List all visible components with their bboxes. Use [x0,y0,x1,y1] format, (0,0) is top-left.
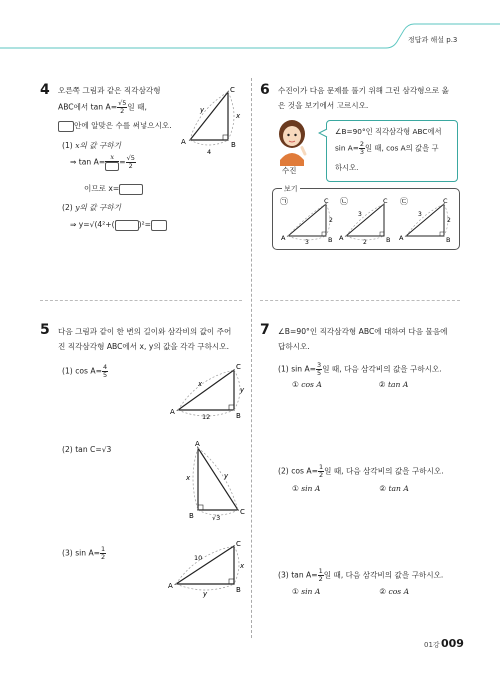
q6-line1: 수진이가 다음 문제를 풀기 위해 그린 삼각형으로 옳 [278,86,449,95]
side-y: y [200,106,205,114]
q5-part2: (2) tan C=√3 [62,445,112,454]
question-number-7: 7 [260,322,270,338]
side-value: √3 [212,514,221,522]
q4-tan-fraction: $\frac{√5}{2}$ [118,99,127,115]
q5-triangle-3 [166,540,250,600]
vertex-b: B [446,236,451,244]
vertex-a: A [168,582,173,590]
q5-line1: 다음 그림과 같이 한 변의 길이와 삼각비의 값이 주어 [58,327,232,336]
q7-line2: 답하시오. [278,342,310,351]
side-x: x [186,474,191,482]
question-number-4: 4 [40,82,50,98]
speech-bubble [326,120,458,182]
side-value: 2 [363,239,367,246]
vertex-c: C [236,540,241,548]
chapter-label: 01강 [424,641,440,649]
vertex-b: B [386,236,391,244]
q7-part2-subs: ① sin A ② tan A [292,484,409,493]
question-number-6: 6 [260,82,270,98]
vertex-b: B [231,141,236,149]
side-value: 2 [329,217,333,224]
side-value: 12 [202,413,211,421]
q7-part1-subs: ① cos A ② tan A [292,380,409,389]
side-base: 4 [207,148,212,156]
vertex-a: A [170,408,175,416]
bogi-triangle-1 [276,196,336,246]
row-divider-left [40,300,242,301]
vertex-c: C [324,197,329,205]
q4-part1-then: 이므로 x= [84,183,143,195]
answer-box[interactable] [151,220,167,231]
header-decoration [0,0,500,60]
q7-part2: (2) cos A= $\frac{1}{2}$ 일 때, 다음 삼각비의 값을 구하시오. [278,463,444,479]
q5-triangle-1 [168,360,252,426]
answer-box[interactable] [105,162,119,171]
q4-line3: 안에 알맞은 수를 써넣으시오. [58,119,172,132]
vertex-c: C [383,197,388,205]
bubble-tail [318,128,328,138]
side-y: y [224,472,229,480]
side-y: y [240,386,245,394]
q5-part3: (3) sin A= $\frac{1}{2}$ [62,545,106,561]
q7-part1: (1) sin A= $\frac{3}{5}$ 일 때, 다음 삼각비의 값을 구하시오. [278,361,442,377]
vertex-c: C [443,197,448,205]
vertex-c: C [236,363,241,371]
side-value: 10 [194,554,203,562]
page-number: 009 [441,637,464,650]
speaker-name: 수진 [282,166,297,175]
side-y: y [203,590,208,598]
bogi-label: 보기 [284,185,298,193]
bubble-line2: sin A= $\frac{2}{3}$ 일 때, cos A의 값을 구 [335,140,439,156]
column-divider [251,78,252,638]
q4-line2 [58,100,147,115]
bubble-line1: ∠B=90°인 직각삼각형 ABC에서 [335,127,442,136]
row-divider-right [260,300,460,301]
vertex-b: B [236,586,241,594]
vertex-c: C [230,86,235,94]
side-value: 3 [358,211,362,218]
q5-line2: 진 직각삼각형 ABC에서 x, y의 값을 각각 구하시오. [58,342,229,351]
vertex-b: B [189,512,194,520]
choice-label-1: ㉠ [280,197,288,206]
vertex-b: B [328,236,333,244]
choice-label-2: ㉡ [340,197,348,206]
answer-box[interactable] [115,220,139,231]
side-value: 2 [447,217,451,224]
vertex-b: B [236,412,241,420]
q4-part2-step: ⇒ y=√(4²+( )²= [70,219,167,231]
q4-line2a: ABC에서 tan A= [58,102,118,112]
vertex-c: C [240,508,245,516]
side-value: 3 [305,239,309,246]
answer-box[interactable] [58,121,74,132]
q4-triangle [176,84,248,156]
side-value: 3 [418,211,422,218]
q5-triangle-2 [180,438,250,524]
answer-reference: 정답과 해설 p.3 [408,36,458,44]
character-sujin-avatar [272,116,316,168]
vertex-a: A [281,234,286,242]
bogi-triangle-3 [396,196,456,246]
bubble-line3: 하시오. [335,163,359,172]
choice-label-3: ㉢ [400,197,408,206]
q7-line1: ∠B=90°인 직각삼각형 ABC에 대하여 다음 물음에 [278,327,448,336]
q4-line1: 오른쪽 그림과 같은 직각삼각형 [58,86,161,95]
q7-part3-subs: ① sin A ② cos A [292,587,410,596]
vertex-a: A [195,440,200,448]
side-x: x [236,112,241,120]
answer-box[interactable] [119,184,143,195]
side-x: x [198,380,203,388]
q4-line2b: 일 때, [127,102,147,112]
q4-part1: (1) x의 값 구하기 [62,141,121,150]
bogi-triangle-2 [336,196,396,246]
question-number-5: 5 [40,322,50,338]
q7-part3: (3) tan A= $\frac{1}{2}$ 일 때, 다음 삼각비의 값을 구하시오. [278,567,444,583]
side-x: x [240,562,245,570]
vertex-a: A [399,234,404,242]
q4-part1-step: ⇒ tan A= x = $\frac{√5}{2}$ [70,153,135,170]
q6-line2: 은 것을 보기에서 고르시오. [278,101,369,110]
q5-part1: (1) cos A= $\frac{4}{5}$ [62,363,108,379]
vertex-a: A [339,234,344,242]
q4-part2: (2) y의 값 구하기 [62,203,121,212]
vertex-a: A [181,138,186,146]
